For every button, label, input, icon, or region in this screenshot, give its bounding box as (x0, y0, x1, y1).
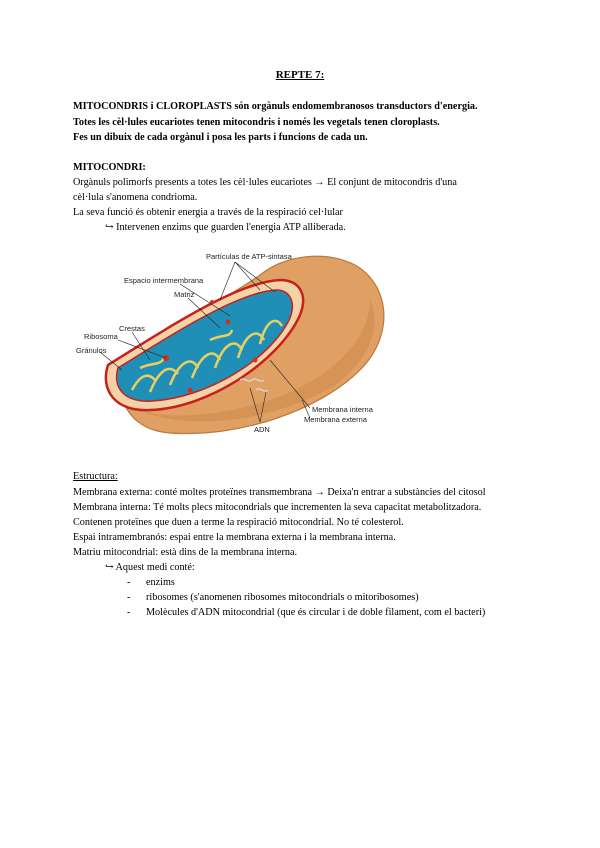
structure-line-2: Membrana interna: Té molts plecs mitocondrials que incrementen la seva capacitat metabolitzadora. (73, 502, 482, 513)
list-item: enzims (146, 577, 175, 588)
page-title: REPTE 7: (275, 69, 325, 81)
intro-line-1 (73, 100, 478, 113)
label-ribosome: Ribosoma (84, 332, 118, 341)
section-line-1: Orgànuls polimorfs presents a totes les cèl·lules eucariotes → El conjunt de mitocondris d'una (73, 177, 457, 188)
intro-line-3: Fes un dibuix de cada orgànul i posa les parts i funcions de cada un. (73, 132, 368, 143)
structure-line-5: Matriu mitocondrial: està dins de la membrana interna. (73, 547, 298, 558)
intro-line-1-bold: MITOCONDRIS i CLOROPLASTS (73, 101, 232, 112)
intro-line-1-rest: són orgànuls endomembranosos transductors d'energia. (231, 101, 478, 112)
section-line-4: ↪ Intervenen enzims que guarden l'energia ATP alliberada. (105, 222, 346, 233)
label-dna: ADN (254, 425, 270, 434)
mitochondrion-diagram (70, 240, 400, 440)
structure-line-6: ↪ Aquest medi conté: (105, 562, 195, 573)
structure-line-1: Membrana externa: conté moltes proteïnes transmembrana → Deixa'n entrar a substàncies del citosol (73, 487, 486, 498)
section-line-3: La seva funció és obtenir energia a través de la respiració cel·lular (73, 207, 343, 218)
section-line-2: cèl·lula s'anomena condrioma. (73, 192, 198, 203)
list-bullet: - (127, 607, 131, 618)
label-matrix: Matriz (174, 290, 195, 299)
label-outer-membrane: Membrana externa (304, 415, 367, 424)
list-item: Molècules d'ADN mitocondrial (que és circular i de doble filament, com el bacteri) (146, 607, 486, 618)
label-intermembrane-space: Espacio intermembrana (124, 276, 204, 285)
label-cristae: Crestas (119, 324, 145, 333)
section-heading: MITOCONDRI: (73, 162, 146, 173)
label-inner-membrane: Membrana interna (312, 405, 373, 414)
list-bullet: - (127, 592, 131, 603)
structure-heading: Estructura: (73, 471, 118, 482)
list-item: ribosomes (s'anomenen ribosomes mitocondrials o mitoribosomes) (146, 592, 419, 603)
label-atp-synthase: Partículas de ATP-sintasa (206, 252, 292, 261)
intro-line-2: Totes les cèl·lules eucariotes tenen mitocondris i només les vegetals tenen cloroplasts. (73, 117, 440, 128)
structure-line-4: Espai intramembranós: espai entre la membrana externa i la membrana interna. (73, 532, 396, 543)
structure-line-3: Contenen proteïnes que duen a terme la respiració mitocondrial. No té colesterol. (73, 517, 404, 528)
list-bullet: - (127, 577, 131, 588)
label-granules: Gránulos (76, 346, 107, 355)
